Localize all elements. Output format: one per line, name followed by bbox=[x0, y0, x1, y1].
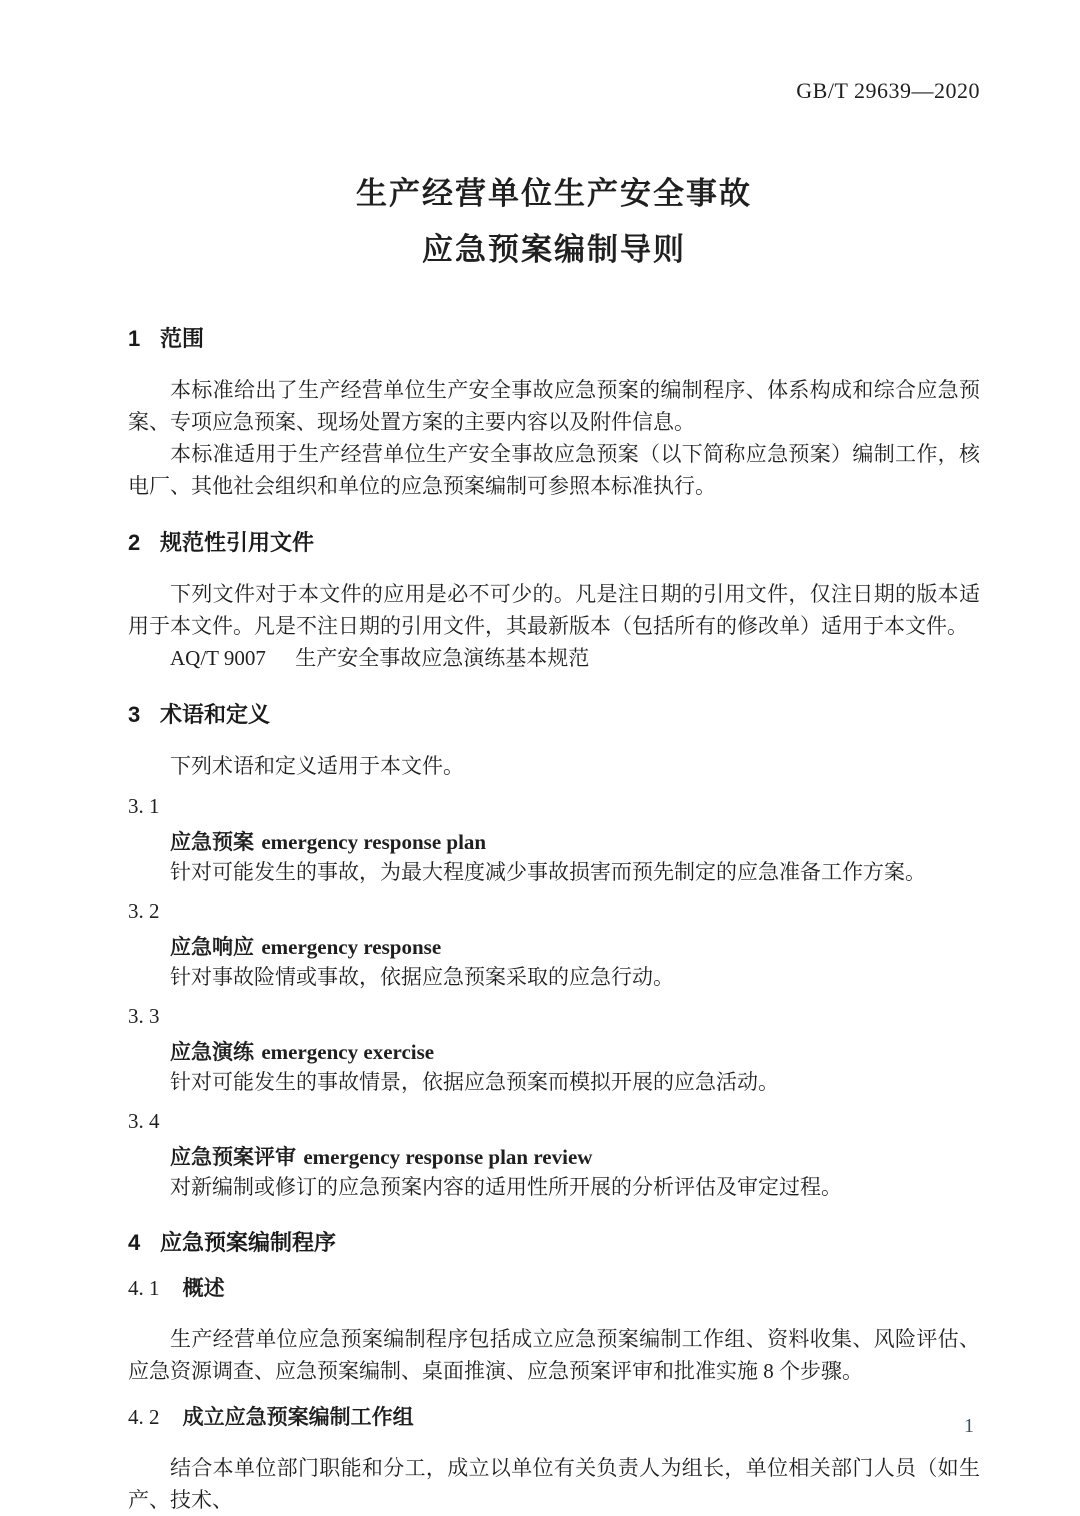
term-entry-3-1 bbox=[128, 792, 980, 887]
term-definition: 针对可能发生的事故，为最大程度减少事故损害而预先制定的应急准备工作方案。 bbox=[170, 860, 926, 884]
term-en: emergency exercise bbox=[261, 1040, 435, 1064]
term-entry-3-3 bbox=[128, 1002, 980, 1097]
subsection-4-2-heading bbox=[128, 1403, 980, 1432]
reference-name: 生产安全事故应急演练基本规范 bbox=[295, 646, 590, 670]
subsection-4-1-number: 4. 1 bbox=[128, 1276, 160, 1300]
section-4-title: 应急预案编制程序 bbox=[160, 1230, 337, 1255]
section-2-heading bbox=[128, 528, 980, 558]
subsection-4-2-title: 成立应急预案编制工作组 bbox=[182, 1406, 414, 1429]
subsection-4-2-paragraph: 结合本单位部门职能和分工，成立以单位有关负责人为组长，单位相关部门人员（如生产、技术、 bbox=[128, 1456, 980, 1512]
document-title-line1: 生产经营单位生产安全事故 bbox=[356, 176, 752, 211]
page-number: 1 bbox=[964, 1415, 974, 1437]
section-2-paragraph-1: 下列文件对于本文件的应用是必不可少的。凡是注日期的引用文件，仅注日期的版本适用于本文件。凡是不注日期的引用文件，其最新版本（包括所有的修改单）适用于本文件。 bbox=[128, 582, 980, 638]
term-line bbox=[128, 933, 980, 962]
section-1-number: 1 bbox=[128, 326, 141, 351]
subsection-4-1-title: 概述 bbox=[182, 1277, 225, 1300]
subsection-4-1-paragraph: 生产经营单位应急预案编制程序包括成立应急预案编制工作组、资料收集、风险评估、应急资源调查、应急预案编制、桌面推演、应急预案评审和批准实施 8 个步骤。 bbox=[128, 1327, 980, 1383]
document-title bbox=[128, 166, 980, 278]
term-definition: 针对可能发生的事故情景，依据应急预案而模拟开展的应急活动。 bbox=[170, 1070, 779, 1094]
term-number: 3. 2 bbox=[128, 899, 160, 923]
term-number: 3. 3 bbox=[128, 1004, 160, 1028]
term-line bbox=[128, 1143, 980, 1172]
section-3-title: 术语和定义 bbox=[160, 702, 271, 727]
section-3-number: 3 bbox=[128, 702, 141, 727]
term-zh: 应急响应 bbox=[170, 936, 254, 959]
term-entry-3-2 bbox=[128, 897, 980, 992]
section-2-title: 规范性引用文件 bbox=[160, 530, 315, 555]
term-en: emergency response plan bbox=[261, 830, 487, 854]
subsection-4-1-heading bbox=[128, 1274, 980, 1303]
term-en: emergency response plan review bbox=[303, 1145, 593, 1169]
standard-code: GB/T 29639—2020 bbox=[796, 78, 980, 103]
term-number: 3. 4 bbox=[128, 1109, 160, 1133]
term-zh: 应急演练 bbox=[170, 1041, 254, 1064]
section-2-number: 2 bbox=[128, 530, 141, 555]
document-title-line2: 应急预案编制导则 bbox=[422, 232, 686, 267]
subsection-4-2-number: 4. 2 bbox=[128, 1405, 160, 1429]
section-1-paragraph-2: 本标准适用于生产经营单位生产安全事故应急预案（以下简称应急预案）编制工作，核电厂、其他社会组织和单位的应急预案编制可参照本标准执行。 bbox=[128, 442, 980, 498]
term-line bbox=[128, 828, 980, 857]
term-line bbox=[128, 1038, 980, 1067]
section-3-intro: 下列术语和定义适用于本文件。 bbox=[170, 754, 464, 778]
term-number: 3. 1 bbox=[128, 794, 160, 818]
section-4-number: 4 bbox=[128, 1230, 141, 1255]
section-4-heading bbox=[128, 1228, 980, 1258]
section-1-paragraph-1: 本标准给出了生产经营单位生产安全事故应急预案的编制程序、体系构成和综合应急预案、专项应急预案、现场处置方案的主要内容以及附件信息。 bbox=[128, 378, 980, 434]
reference-code: AQ/T 9007 bbox=[170, 646, 266, 670]
section-1-heading bbox=[128, 324, 980, 354]
term-definition: 对新编制或修订的应急预案内容的适用性所开展的分析评估及审定过程。 bbox=[170, 1175, 842, 1199]
normative-reference bbox=[128, 642, 980, 674]
section-1-title: 范围 bbox=[160, 326, 205, 351]
term-zh: 应急预案评审 bbox=[170, 1146, 296, 1169]
term-entry-3-4 bbox=[128, 1107, 980, 1202]
term-definition: 针对事故险情或事故，依据应急预案采取的应急行动。 bbox=[170, 965, 674, 989]
term-zh: 应急预案 bbox=[170, 831, 254, 854]
term-en: emergency response bbox=[261, 935, 442, 959]
section-3-heading bbox=[128, 700, 980, 730]
